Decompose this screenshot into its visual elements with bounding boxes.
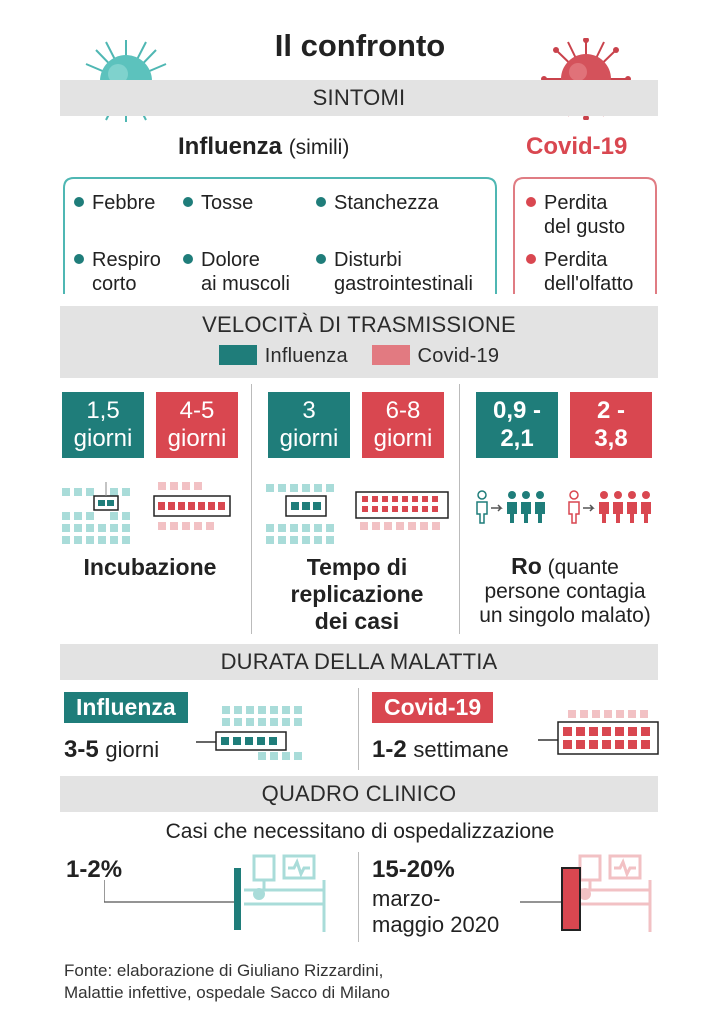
replicazione-flu-box <box>268 392 350 458</box>
quadro-banner: QUADRO CLINICO <box>60 776 658 812</box>
incubazione-flu-unit: giorni <box>73 425 133 452</box>
legend-covid-swatch <box>372 345 410 365</box>
ro-flu-person-icon <box>474 490 548 524</box>
replicazione-calendar-icon <box>264 482 454 544</box>
durata-covid-tag: Covid-19 <box>372 692 493 723</box>
symptom-febbre: Febbre <box>74 191 155 215</box>
source-line-1: Fonte: elaborazione di Giuliano Rizzardini, <box>64 961 384 980</box>
durata-covid-unit: settimane <box>413 737 509 762</box>
ro-label <box>462 554 668 628</box>
symptom-tosse: Tosse <box>183 191 253 215</box>
influenza-header-name: Influenza <box>178 133 283 160</box>
covid-hospital-bed-icon <box>520 850 660 932</box>
quadro-flu-value: 1-2% <box>66 856 123 883</box>
sintomi-banner: SINTOMI <box>60 80 658 116</box>
ro-label-title: Ro <box>511 553 542 579</box>
durata-covid-calendar-icon <box>538 710 662 764</box>
durata-covid-value <box>372 736 509 764</box>
replicazione-label-line3: dei casi <box>314 608 400 634</box>
ro-flu-value2: 2,1 <box>500 425 534 452</box>
quadro-subtitle: Casi che necessitano di ospedalizzazione <box>165 820 555 843</box>
legend-influenza-swatch <box>219 345 257 365</box>
covid-header: Covid-19 <box>526 133 628 160</box>
symptom-stanchezza: Stanchezza <box>316 191 439 215</box>
divider-3 <box>358 688 359 770</box>
page-title: Il confronto <box>274 28 446 63</box>
incubazione-flu-value: 1,5 <box>86 397 120 424</box>
ro-flu-box <box>476 392 558 458</box>
legend-influenza: Influenza <box>264 345 348 367</box>
incubazione-label: Incubazione <box>83 554 217 580</box>
incubazione-calendar-icon <box>60 482 240 544</box>
ro-covid-value: 2 - <box>596 397 625 424</box>
durata-flu-calendar-icon <box>196 704 306 762</box>
replicazione-flu-unit: giorni <box>279 425 339 452</box>
replicazione-covid-box <box>362 392 444 458</box>
replicazione-label-line2: replicazione <box>290 581 424 607</box>
replicazione-covid-unit: giorni <box>373 425 433 452</box>
velocita-title: VELOCITÀ DI TRASMISSIONE <box>202 312 516 337</box>
symptom-olfatto: Perdita dell'olfatto <box>526 248 633 296</box>
replicazione-label-line1: Tempo di <box>306 554 408 580</box>
durata-flu-number: 3-5 <box>64 736 99 763</box>
influenza-header-note: (simili) <box>288 136 350 159</box>
influenza-header <box>178 133 349 161</box>
ro-covid-person-icon <box>566 490 662 524</box>
replicazione-flu-value: 3 <box>302 397 316 424</box>
symptom-dolore: Dolore ai muscoli <box>183 248 290 296</box>
divider-4 <box>358 852 359 942</box>
ro-covid-box <box>570 392 652 458</box>
quadro-covid-period <box>372 886 499 938</box>
incubazione-covid-unit: giorni <box>167 425 227 452</box>
durata-flu-tag: Influenza <box>64 692 188 723</box>
quadro-covid-period-1: marzo- <box>372 886 441 911</box>
divider-1 <box>251 384 252 634</box>
symptom-respiro: Respiro corto <box>74 248 161 296</box>
symptom-gusto: Perdita del gusto <box>526 191 625 239</box>
durata-flu-value <box>64 736 159 764</box>
ro-covid-value2: 3,8 <box>594 425 628 452</box>
ro-flu-value: 0,9 - <box>492 397 542 424</box>
quadro-covid-period-2: maggio 2020 <box>372 912 500 937</box>
source-line-2: Malattie infettive, ospedale Sacco di Milano <box>64 983 391 1002</box>
durata-covid-number: 1-2 <box>372 736 407 763</box>
ro-label-note-3: un singolo malato) <box>479 604 651 627</box>
legend <box>60 344 658 368</box>
symptom-disturbi: Disturbi gastrointestinali <box>316 248 473 296</box>
legend-covid: Covid-19 <box>417 345 500 367</box>
durata-banner: DURATA DELLA MALATTIA <box>60 644 658 680</box>
divider-2 <box>459 384 460 634</box>
incubazione-covid-box <box>156 392 238 458</box>
durata-flu-unit: giorni <box>105 737 160 762</box>
source-note <box>64 960 390 1004</box>
incubazione-flu-box <box>62 392 144 458</box>
replicazione-label <box>262 554 452 635</box>
quadro-covid-value: 15-20% <box>372 856 455 883</box>
ro-label-note-2: persone contagia <box>484 580 646 603</box>
ro-label-note-1: (quante <box>547 556 619 579</box>
replicazione-covid-value: 6-8 <box>385 397 421 424</box>
flu-hospital-bed-icon <box>104 850 334 932</box>
velocita-banner <box>60 306 658 378</box>
incubazione-covid-value: 4-5 <box>179 397 215 424</box>
